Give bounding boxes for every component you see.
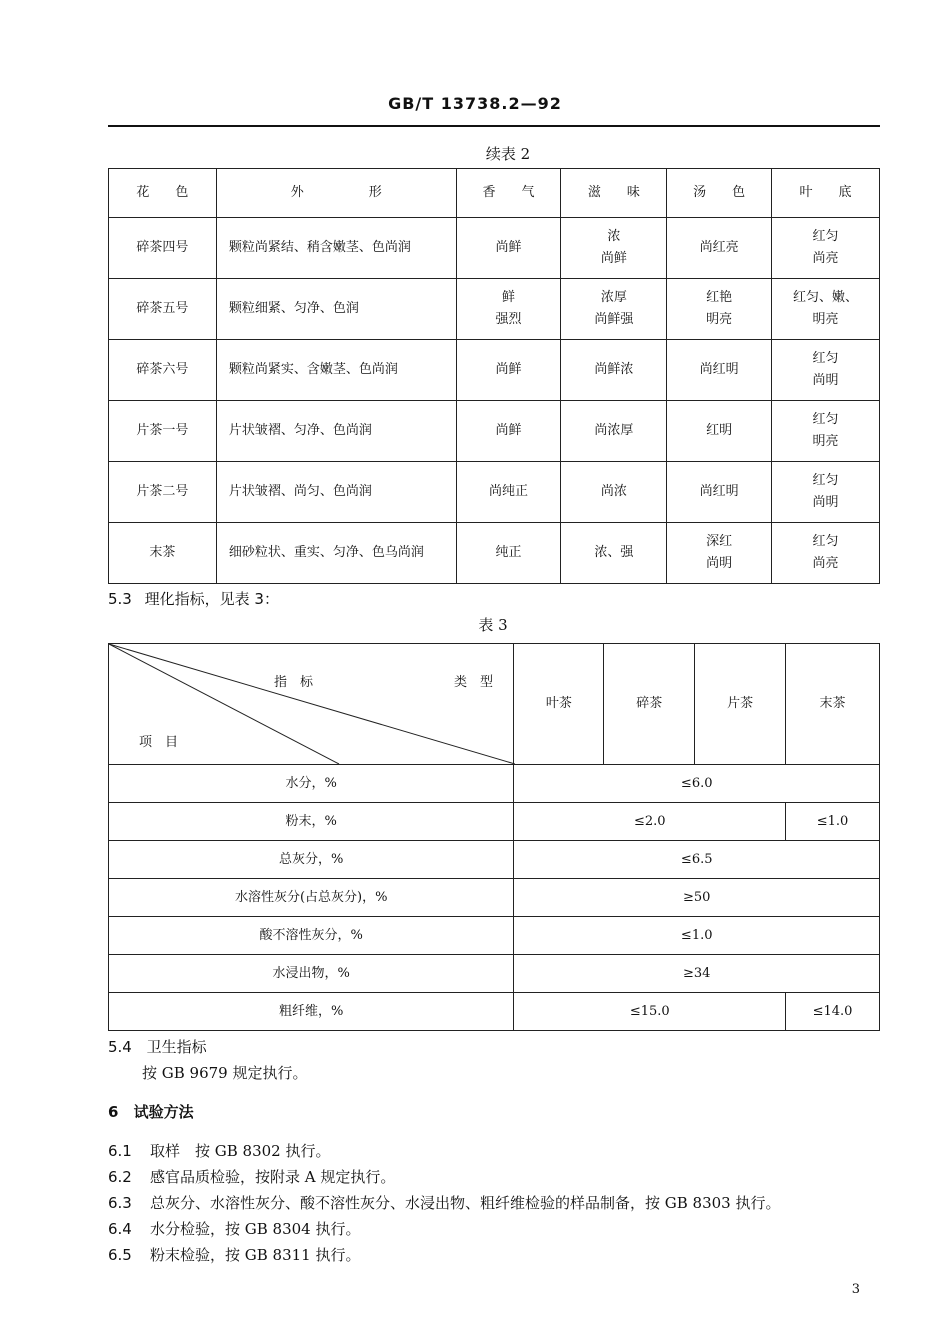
col-header-dust: 末茶: [786, 644, 880, 765]
section-6-items: [108, 1140, 781, 1270]
table-row: [109, 879, 880, 917]
value-cell: ≤2.0: [514, 803, 786, 841]
section-5-4-text: 按 GB 9679 规定执行。: [142, 1064, 308, 1082]
col-header-aroma: 香 气: [456, 169, 561, 218]
list-item: [108, 1244, 781, 1270]
item-number: 6.2: [108, 1168, 132, 1186]
value-cell: ≤6.0: [514, 765, 880, 803]
taste-cell: [561, 523, 667, 584]
leaf-line: 尚明: [812, 373, 839, 388]
aroma-cell: [456, 340, 561, 401]
liquor-cell: [667, 462, 772, 523]
list-item: [108, 1192, 781, 1218]
header-rule: [108, 125, 880, 127]
grade-cell: 碎茶五号: [109, 279, 217, 340]
table2-header-row: [109, 169, 880, 218]
section-5-4-number: 5.4: [108, 1038, 132, 1056]
taste-line: 浓厚: [600, 290, 627, 305]
leaf-cell: [772, 401, 880, 462]
aroma-line: 鲜: [501, 290, 515, 305]
section-6-number: 6: [108, 1103, 119, 1121]
liquor-line: 尚红亮: [699, 240, 739, 255]
table3-header-row: [109, 644, 880, 765]
grade-cell: 末茶: [109, 523, 217, 584]
leaf-line: 红匀: [812, 534, 839, 549]
section-5-3: [108, 588, 279, 609]
item-number: 6.3: [108, 1194, 132, 1212]
taste-cell: [561, 279, 667, 340]
section-5-3-text: 理化指标，见表 3：: [144, 590, 279, 608]
item-label-cell: 水分，%: [109, 765, 514, 803]
col-header-fannings: 片茶: [695, 644, 786, 765]
aroma-cell: [456, 523, 561, 584]
item-label-cell: 粉末，%: [109, 803, 514, 841]
page-number: 3: [851, 1282, 860, 1297]
col-header-appearance: 外 形: [216, 169, 456, 218]
item-text: 总灰分、水溶性灰分、酸不溶性灰分、水浸出物、粗纤维检验的样品制备，按 GB 8303 执行。: [150, 1194, 781, 1212]
appearance-cell: 颗粒尚紧实、含嫩茎、色尚润: [216, 340, 456, 401]
value-cell: ≥50: [514, 879, 880, 917]
grade-cell: 碎茶六号: [109, 340, 217, 401]
liquor-line: 红艳: [706, 290, 733, 305]
list-item: [108, 1166, 781, 1192]
taste-line: 尚鲜: [600, 251, 627, 266]
leaf-line: 明亮: [812, 434, 839, 449]
appearance-cell: 颗粒尚紧结、稍含嫩茎、色尚润: [216, 218, 456, 279]
aroma-line: 强烈: [495, 312, 522, 327]
leaf-cell: [772, 523, 880, 584]
liquor-line: 深红: [706, 534, 733, 549]
liquor-cell: [667, 279, 772, 340]
aroma-line: 纯正: [495, 545, 522, 560]
leaf-line: 红匀: [812, 473, 839, 488]
item-text: 水分检验，按 GB 8304 执行。: [150, 1220, 361, 1238]
grade-cell: 碎茶四号: [109, 218, 217, 279]
taste-line: 浓、强: [594, 545, 634, 560]
taste-cell: [561, 340, 667, 401]
value-cell: ≥34: [514, 955, 880, 993]
taste-line: 尚鲜强: [594, 312, 634, 327]
col-header-leaf-tea: 叶茶: [514, 644, 604, 765]
liquor-cell: [667, 401, 772, 462]
table-row: [109, 340, 880, 401]
table-row: [109, 401, 880, 462]
taste-line: 尚浓: [600, 484, 627, 499]
aroma-cell: [456, 401, 561, 462]
aroma-line: 尚鲜: [495, 240, 522, 255]
leaf-line: 尚明: [812, 495, 839, 510]
appearance-cell: 颗粒细紧、匀净、色润: [216, 279, 456, 340]
liquor-cell: [667, 523, 772, 584]
leaf-cell: [772, 462, 880, 523]
liquor-cell: [667, 340, 772, 401]
table-row: [109, 765, 880, 803]
corner-label-type: 类 型: [454, 675, 494, 690]
col-header-grade: 花 色: [109, 169, 217, 218]
item-label-cell: 酸不溶性灰分，%: [109, 917, 514, 955]
leaf-cell: [772, 279, 880, 340]
leaf-line: 明亮: [812, 312, 839, 327]
liquor-cell: [667, 218, 772, 279]
standard-code: GB/T 13738.2—92: [388, 94, 562, 113]
table-row: [109, 523, 880, 584]
col-header-broken-tea: 碎茶: [604, 644, 695, 765]
list-item: [108, 1218, 781, 1244]
aroma-cell: [456, 462, 561, 523]
value-cell: ≤15.0: [514, 993, 786, 1031]
table-row: [109, 955, 880, 993]
physicochemical-table: [108, 643, 880, 1031]
section-6-heading: [108, 1101, 194, 1122]
taste-line: 尚鲜浓: [594, 362, 634, 377]
liquor-line: 尚明: [706, 556, 733, 571]
value-cell: ≤1.0: [514, 917, 880, 955]
corner-label-indicator: 指 标: [274, 675, 314, 690]
col-header-liquor: 汤 色: [667, 169, 772, 218]
table-row: [109, 993, 880, 1031]
col-header-taste: 滋 味: [561, 169, 667, 218]
table-row: [109, 841, 880, 879]
liquor-line: 红明: [706, 423, 733, 438]
table3-caption: 表 3: [478, 616, 508, 634]
table-row: [109, 279, 880, 340]
item-label-cell: 粗纤维，%: [109, 993, 514, 1031]
leaf-line: 尚亮: [812, 251, 839, 266]
item-label-cell: 水浸出物，%: [109, 955, 514, 993]
appearance-cell: 片状皱褶、匀净、色尚润: [216, 401, 456, 462]
section-5-4: [108, 1036, 207, 1057]
appearance-cell: 片状皱褶、尚匀、色尚润: [216, 462, 456, 523]
table-row: [109, 462, 880, 523]
table-row: [109, 803, 880, 841]
list-item: [108, 1140, 781, 1166]
col-header-leaf: 叶 底: [772, 169, 880, 218]
grade-cell: 片茶二号: [109, 462, 217, 523]
taste-cell: [561, 401, 667, 462]
liquor-line: 尚红明: [699, 484, 739, 499]
liquor-line: 尚红明: [699, 362, 739, 377]
taste-line: 尚浓厚: [594, 423, 634, 438]
leaf-line: 红匀: [812, 351, 839, 366]
aroma-line: 尚鲜: [495, 423, 522, 438]
section-6-title: 试验方法: [133, 1103, 194, 1121]
item-number: 6.1: [108, 1142, 132, 1160]
leaf-cell: [772, 218, 880, 279]
table-row: [109, 917, 880, 955]
sensory-quality-table: [108, 168, 880, 584]
aroma-cell: [456, 279, 561, 340]
leaf-line: 红匀: [812, 229, 839, 244]
taste-cell: [561, 218, 667, 279]
item-number: 6.5: [108, 1246, 132, 1264]
value-cell: ≤14.0: [786, 993, 880, 1031]
leaf-cell: [772, 340, 880, 401]
section-5-4-title: 卫生指标: [146, 1038, 207, 1056]
item-text: 粉末检验，按 GB 8311 执行。: [150, 1246, 361, 1264]
value-cell: ≤6.5: [514, 841, 880, 879]
item-number: 6.4: [108, 1220, 132, 1238]
item-text: 感官品质检验，按附录 A 规定执行。: [150, 1168, 396, 1186]
aroma-line: 尚纯正: [488, 484, 528, 499]
leaf-line: 尚亮: [812, 556, 839, 571]
item-label-cell: 总灰分，%: [109, 841, 514, 879]
aroma-cell: [456, 218, 561, 279]
item-label-cell: 水溶性灰分(占总灰分)，%: [109, 879, 514, 917]
item-text: 取样 按 GB 8302 执行。: [150, 1142, 331, 1160]
grade-cell: 片茶一号: [109, 401, 217, 462]
aroma-line: 尚鲜: [495, 362, 522, 377]
taste-cell: [561, 462, 667, 523]
taste-line: 浓: [607, 229, 621, 244]
section-5-3-number: 5.3: [108, 590, 132, 608]
leaf-line: 红匀: [812, 412, 839, 427]
table2-caption: 续表 2: [485, 145, 531, 163]
appearance-cell: 细砂粒状、重实、匀净、色乌尚润: [216, 523, 456, 584]
table-row: [109, 218, 880, 279]
value-cell: ≤1.0: [786, 803, 880, 841]
corner-label-item: 项 目: [139, 735, 179, 750]
liquor-line: 明亮: [706, 312, 733, 327]
table3-corner-cell: [109, 644, 514, 765]
leaf-line: 红匀、嫩、: [793, 290, 859, 305]
